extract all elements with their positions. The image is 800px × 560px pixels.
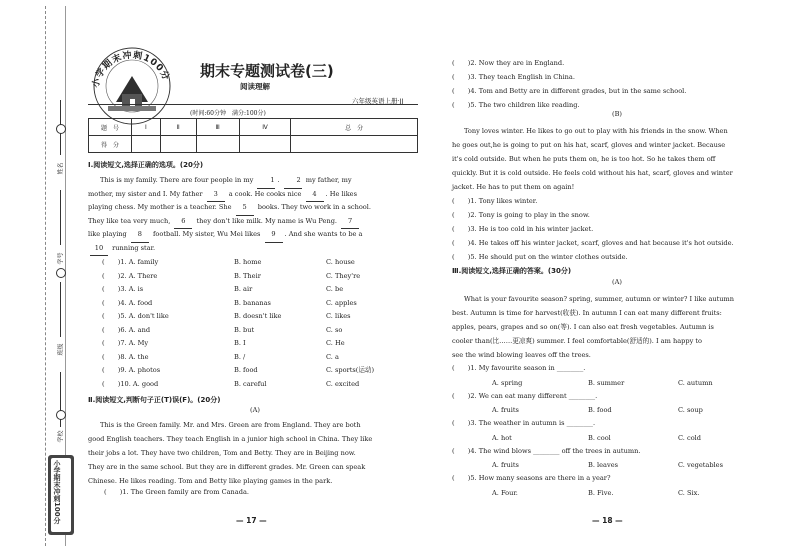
- option-c[interactable]: C. autumn: [678, 378, 713, 387]
- cloze-passage: [88, 174, 418, 255]
- section-2a-label: (A): [250, 406, 260, 414]
- passage-b: [452, 124, 782, 194]
- school-label: 学校: [57, 430, 65, 443]
- score-value-row: [89, 136, 418, 153]
- option-b[interactable]: B. /: [234, 352, 246, 361]
- score-input[interactable]: [132, 136, 161, 153]
- tf-questions-b: [452, 194, 782, 264]
- passage-line: [88, 228, 418, 242]
- score-input[interactable]: [291, 136, 418, 153]
- option-c[interactable]: C. likes: [326, 312, 351, 320]
- blank-number[interactable]: 1: [257, 174, 275, 189]
- passage-text: . He likes: [325, 189, 357, 198]
- score-cell: 得 分: [89, 136, 132, 153]
- option-row[interactable]: [102, 297, 412, 311]
- binding-margin: [0, 0, 80, 560]
- blank-number[interactable]: 6: [174, 215, 192, 230]
- blank-number[interactable]: 3: [207, 188, 225, 203]
- mc-options[interactable]: [452, 431, 782, 445]
- passage-text: football. My sister, Wu Mei likes: [150, 230, 263, 238]
- tf-question[interactable]: ( )2. Now they are in England.: [452, 59, 565, 67]
- passage-text: my father, my: [303, 176, 352, 184]
- blank-number[interactable]: 10: [90, 242, 108, 257]
- name-label: 姓名: [57, 162, 65, 175]
- section-2b-label: (B): [612, 110, 622, 118]
- option-b[interactable]: B. home: [234, 258, 262, 266]
- passage-line: They are in the same school. But they are in different grades. Mr. Green can speak: [88, 463, 366, 471]
- tf-question[interactable]: ( )4. He takes off his winter jacket, scarf, gloves and hat because it's hot outside.: [452, 239, 734, 247]
- option-a[interactable]: ( )7. A. My: [102, 339, 149, 347]
- option-a[interactable]: ( )2. A. There: [102, 271, 158, 280]
- option-b[interactable]: B. but: [234, 325, 255, 334]
- passage-line: good English teachers. They teach English in a junior high school in China. They like: [88, 435, 373, 443]
- passage-text: They like tea very much,: [88, 216, 173, 225]
- score-table: [88, 118, 418, 153]
- option-row[interactable]: [102, 283, 412, 297]
- option-b[interactable]: B. Their: [234, 271, 261, 280]
- option-row[interactable]: [102, 270, 412, 284]
- option-b[interactable]: B. Five.: [588, 488, 614, 497]
- mc-question[interactable]: ( )2. We can eat many different ________.: [452, 391, 598, 400]
- option-a[interactable]: A. spring: [492, 378, 523, 387]
- option-row[interactable]: [102, 351, 412, 365]
- option-b[interactable]: B. food: [234, 366, 258, 374]
- passage-line: This is the Green family. Mr. and Mrs. Green are from England. They are both: [100, 421, 361, 429]
- option-a[interactable]: A. Four.: [492, 488, 518, 497]
- option-b[interactable]: B. air: [234, 285, 253, 293]
- mc-options[interactable]: [452, 486, 782, 500]
- passage-text: mother, my sister and I. My father: [88, 189, 205, 198]
- mc-options[interactable]: [452, 458, 782, 472]
- option-c[interactable]: C. apples: [326, 298, 357, 307]
- option-c[interactable]: C. cold: [678, 433, 701, 442]
- passage-line: [88, 215, 418, 229]
- option-a[interactable]: ( )4. A. food: [102, 298, 153, 307]
- option-row[interactable]: [102, 337, 412, 351]
- option-c[interactable]: C. vegetables: [678, 461, 723, 469]
- blank-number[interactable]: 5: [236, 201, 254, 216]
- mc-question[interactable]: ( )4. The wind blows ________ off the trees in autumn.: [452, 446, 641, 455]
- option-a[interactable]: ( )1. A. family: [102, 258, 159, 266]
- passage-a: [88, 418, 418, 488]
- option-a[interactable]: ( )6. A. and: [102, 325, 151, 334]
- option-a[interactable]: ( )10. A. good: [102, 379, 159, 388]
- mc-question[interactable]: ( )1. My favourite season in ________.: [452, 364, 586, 372]
- score-input[interactable]: [160, 136, 196, 153]
- score-cell: Ⅳ: [239, 119, 291, 136]
- passage-line: their jobs a lot. They have two children, Tom and Betty. They are in Beijing now.: [88, 449, 356, 457]
- mc-question[interactable]: ( )5. How many seasons are there in a year?: [452, 474, 611, 482]
- passage-line: Chinese. He likes reading. Tom and Betty like playing games in the park.: [88, 477, 333, 485]
- option-b[interactable]: B. doesn't like: [234, 312, 282, 320]
- tf-question[interactable]: ( )1. The Green family are from Canada.: [104, 488, 249, 496]
- tf-question[interactable]: ( )2. Tony is going to play in the snow.: [452, 211, 590, 219]
- option-a[interactable]: A. fruits: [492, 406, 519, 414]
- option-b[interactable]: B. leaves: [588, 461, 618, 469]
- passage-text: a cook. He cooks nice: [226, 189, 304, 198]
- passage-line: he goes out,he is going to put on his hat, scarf, gloves and winter jacket. Because: [452, 141, 726, 149]
- option-c[interactable]: C. They're: [326, 271, 361, 280]
- option-c[interactable]: C. be: [326, 285, 344, 293]
- passage-line: quickly. But it is cold outside. He feels cold without his hat, scarf, gloves and winter: [452, 169, 733, 177]
- hole-marker: [56, 268, 66, 278]
- grade-label: 六年级英语上册·JJ: [352, 97, 404, 105]
- option-a[interactable]: ( )8. A. the: [102, 352, 149, 361]
- cut-line: [45, 6, 46, 546]
- hole-marker: [56, 410, 66, 420]
- score-input[interactable]: [196, 136, 239, 153]
- passage-text: This is my family. There are four people in my: [100, 176, 256, 184]
- class-line[interactable]: [60, 282, 61, 337]
- mc-options[interactable]: [452, 376, 782, 390]
- passage-line: cooler than(比……更凉爽) summer. I feel comfortable(舒适的). I am happy to: [452, 337, 703, 345]
- blank-number[interactable]: 4: [306, 188, 324, 203]
- option-c[interactable]: C. Six.: [678, 488, 700, 497]
- score-cell: 总 分: [291, 119, 418, 136]
- blank-number[interactable]: 8: [131, 228, 149, 243]
- passage-text: playing chess. My mother is a teacher. She: [88, 203, 234, 211]
- passage-line: [88, 242, 418, 256]
- option-b[interactable]: B. bananas: [234, 298, 271, 307]
- page-number-17: — 17 —: [236, 516, 267, 525]
- option-a[interactable]: ( )3. A. is: [102, 285, 144, 293]
- tf-question[interactable]: ( )5. The two children like reading.: [452, 101, 580, 109]
- passage-text: they don't like milk. My name is Wu Peng.: [194, 216, 340, 225]
- option-c[interactable]: C. house: [326, 258, 355, 266]
- passage-line: it's cold outside. But when he puts them on, he is too hot. So he takes them off: [452, 155, 716, 163]
- option-b[interactable]: B. cool: [588, 433, 611, 442]
- passage-line: best. Autumn is time for harvest(收获). In autumn I can eat many different fruits:: [452, 309, 722, 317]
- time-info: (时间:60分钟 满分:100分): [190, 110, 266, 117]
- option-a[interactable]: A. fruits: [492, 461, 519, 469]
- passage-line: jacket. He has to put them on again!: [452, 183, 575, 191]
- option-row[interactable]: [102, 256, 412, 270]
- passage-line: What is your favourite season? spring, summer, autumn or winter? I like autumn: [464, 295, 735, 303]
- option-a[interactable]: A. hot: [492, 433, 512, 442]
- passage-text: like playing: [88, 230, 129, 238]
- tf-question[interactable]: ( )3. He is too cold in his winter jacket.: [452, 225, 594, 233]
- mc-questions: [452, 362, 782, 500]
- page-number-18: — 18 —: [592, 516, 623, 525]
- tf-question[interactable]: ( )5. He should put on the winter clothes outside.: [452, 253, 628, 261]
- option-c[interactable]: C. sports(运动): [326, 366, 375, 374]
- passage-text: running star.: [110, 243, 156, 252]
- passage-text: books. They two work in a school.: [255, 203, 371, 211]
- score-cell: Ⅱ: [160, 119, 196, 136]
- score-cell: Ⅰ: [132, 119, 161, 136]
- passage-line: [88, 201, 418, 215]
- mc-question[interactable]: ( )3. The weather in autumn is ________.: [452, 419, 596, 427]
- logo: [86, 40, 178, 126]
- tf-question[interactable]: ( )4. Tom and Betty are in different grades, but in the same school.: [452, 87, 687, 95]
- section-2-heading: Ⅱ.阅读短文,判断句子正(T)误(F)。(20分): [88, 396, 221, 404]
- option-c[interactable]: C. so: [326, 325, 343, 334]
- brand-text: 小学期末冲刺100分: [53, 460, 61, 524]
- class-label: 班级: [57, 343, 65, 356]
- passage-3: [452, 292, 782, 362]
- option-row[interactable]: [102, 378, 412, 392]
- tf-question[interactable]: ( )1. Tony likes winter.: [452, 197, 538, 205]
- option-c[interactable]: C. soup: [678, 406, 703, 414]
- option-b[interactable]: B. I: [234, 339, 246, 347]
- option-a[interactable]: ( )9. A. photos: [102, 366, 161, 374]
- hole-marker: [56, 124, 66, 134]
- option-c[interactable]: C. excited: [326, 379, 360, 388]
- option-row[interactable]: [102, 310, 412, 324]
- cloze-options: [102, 256, 412, 391]
- passage-text: .: [277, 176, 282, 184]
- passage-line: [88, 188, 418, 202]
- section-1-heading: Ⅰ.阅读短文,选择正确的选项。(20分): [88, 161, 204, 169]
- header-rule: [88, 104, 418, 105]
- passage-text: . And she wants to be a: [284, 230, 363, 238]
- section-3a-label: (A): [612, 278, 622, 286]
- tf-questions-a: [452, 56, 782, 112]
- passage-line: see the wind blowing leaves off the trees.: [452, 351, 591, 359]
- option-b[interactable]: B. food: [588, 406, 612, 414]
- id-line[interactable]: [60, 190, 61, 245]
- tf-question[interactable]: ( )3. They teach English in China.: [452, 73, 575, 81]
- passage-line: [88, 174, 418, 188]
- score-cell: 题 号: [89, 119, 132, 136]
- brand-block: [48, 455, 74, 535]
- option-a[interactable]: ( )5. A. don't like: [102, 312, 169, 320]
- score-header-row: [89, 119, 418, 136]
- subtitle: 阅读理解: [240, 82, 270, 91]
- mc-options[interactable]: [452, 403, 782, 417]
- option-c[interactable]: C. He: [326, 339, 345, 347]
- section-3-heading: Ⅲ.阅读短文,选择正确的答案。(30分): [452, 267, 572, 275]
- option-c[interactable]: C. a: [326, 352, 339, 361]
- page-title: 期末专题测试卷(三): [200, 62, 334, 80]
- passage-line: Tony loves winter. He likes to go out to play with his friends in the snow. When: [464, 127, 728, 135]
- option-b[interactable]: B. careful: [234, 379, 267, 388]
- option-row[interactable]: [102, 364, 412, 378]
- option-row[interactable]: [102, 324, 412, 338]
- blank-number[interactable]: 7: [341, 215, 359, 230]
- blank-number[interactable]: 2: [284, 174, 302, 189]
- option-b[interactable]: B. summer: [588, 378, 625, 387]
- id-label: 学号: [57, 252, 65, 265]
- passage-line: apples, pears, grapes and so on(等). I can also eat fresh vegetables. Autumn is: [452, 323, 714, 331]
- score-input[interactable]: [239, 136, 291, 153]
- logo-ring-text: 小学期末冲刺100分: [91, 50, 171, 89]
- score-cell: Ⅲ: [196, 119, 239, 136]
- blank-number[interactable]: 9: [265, 228, 283, 243]
